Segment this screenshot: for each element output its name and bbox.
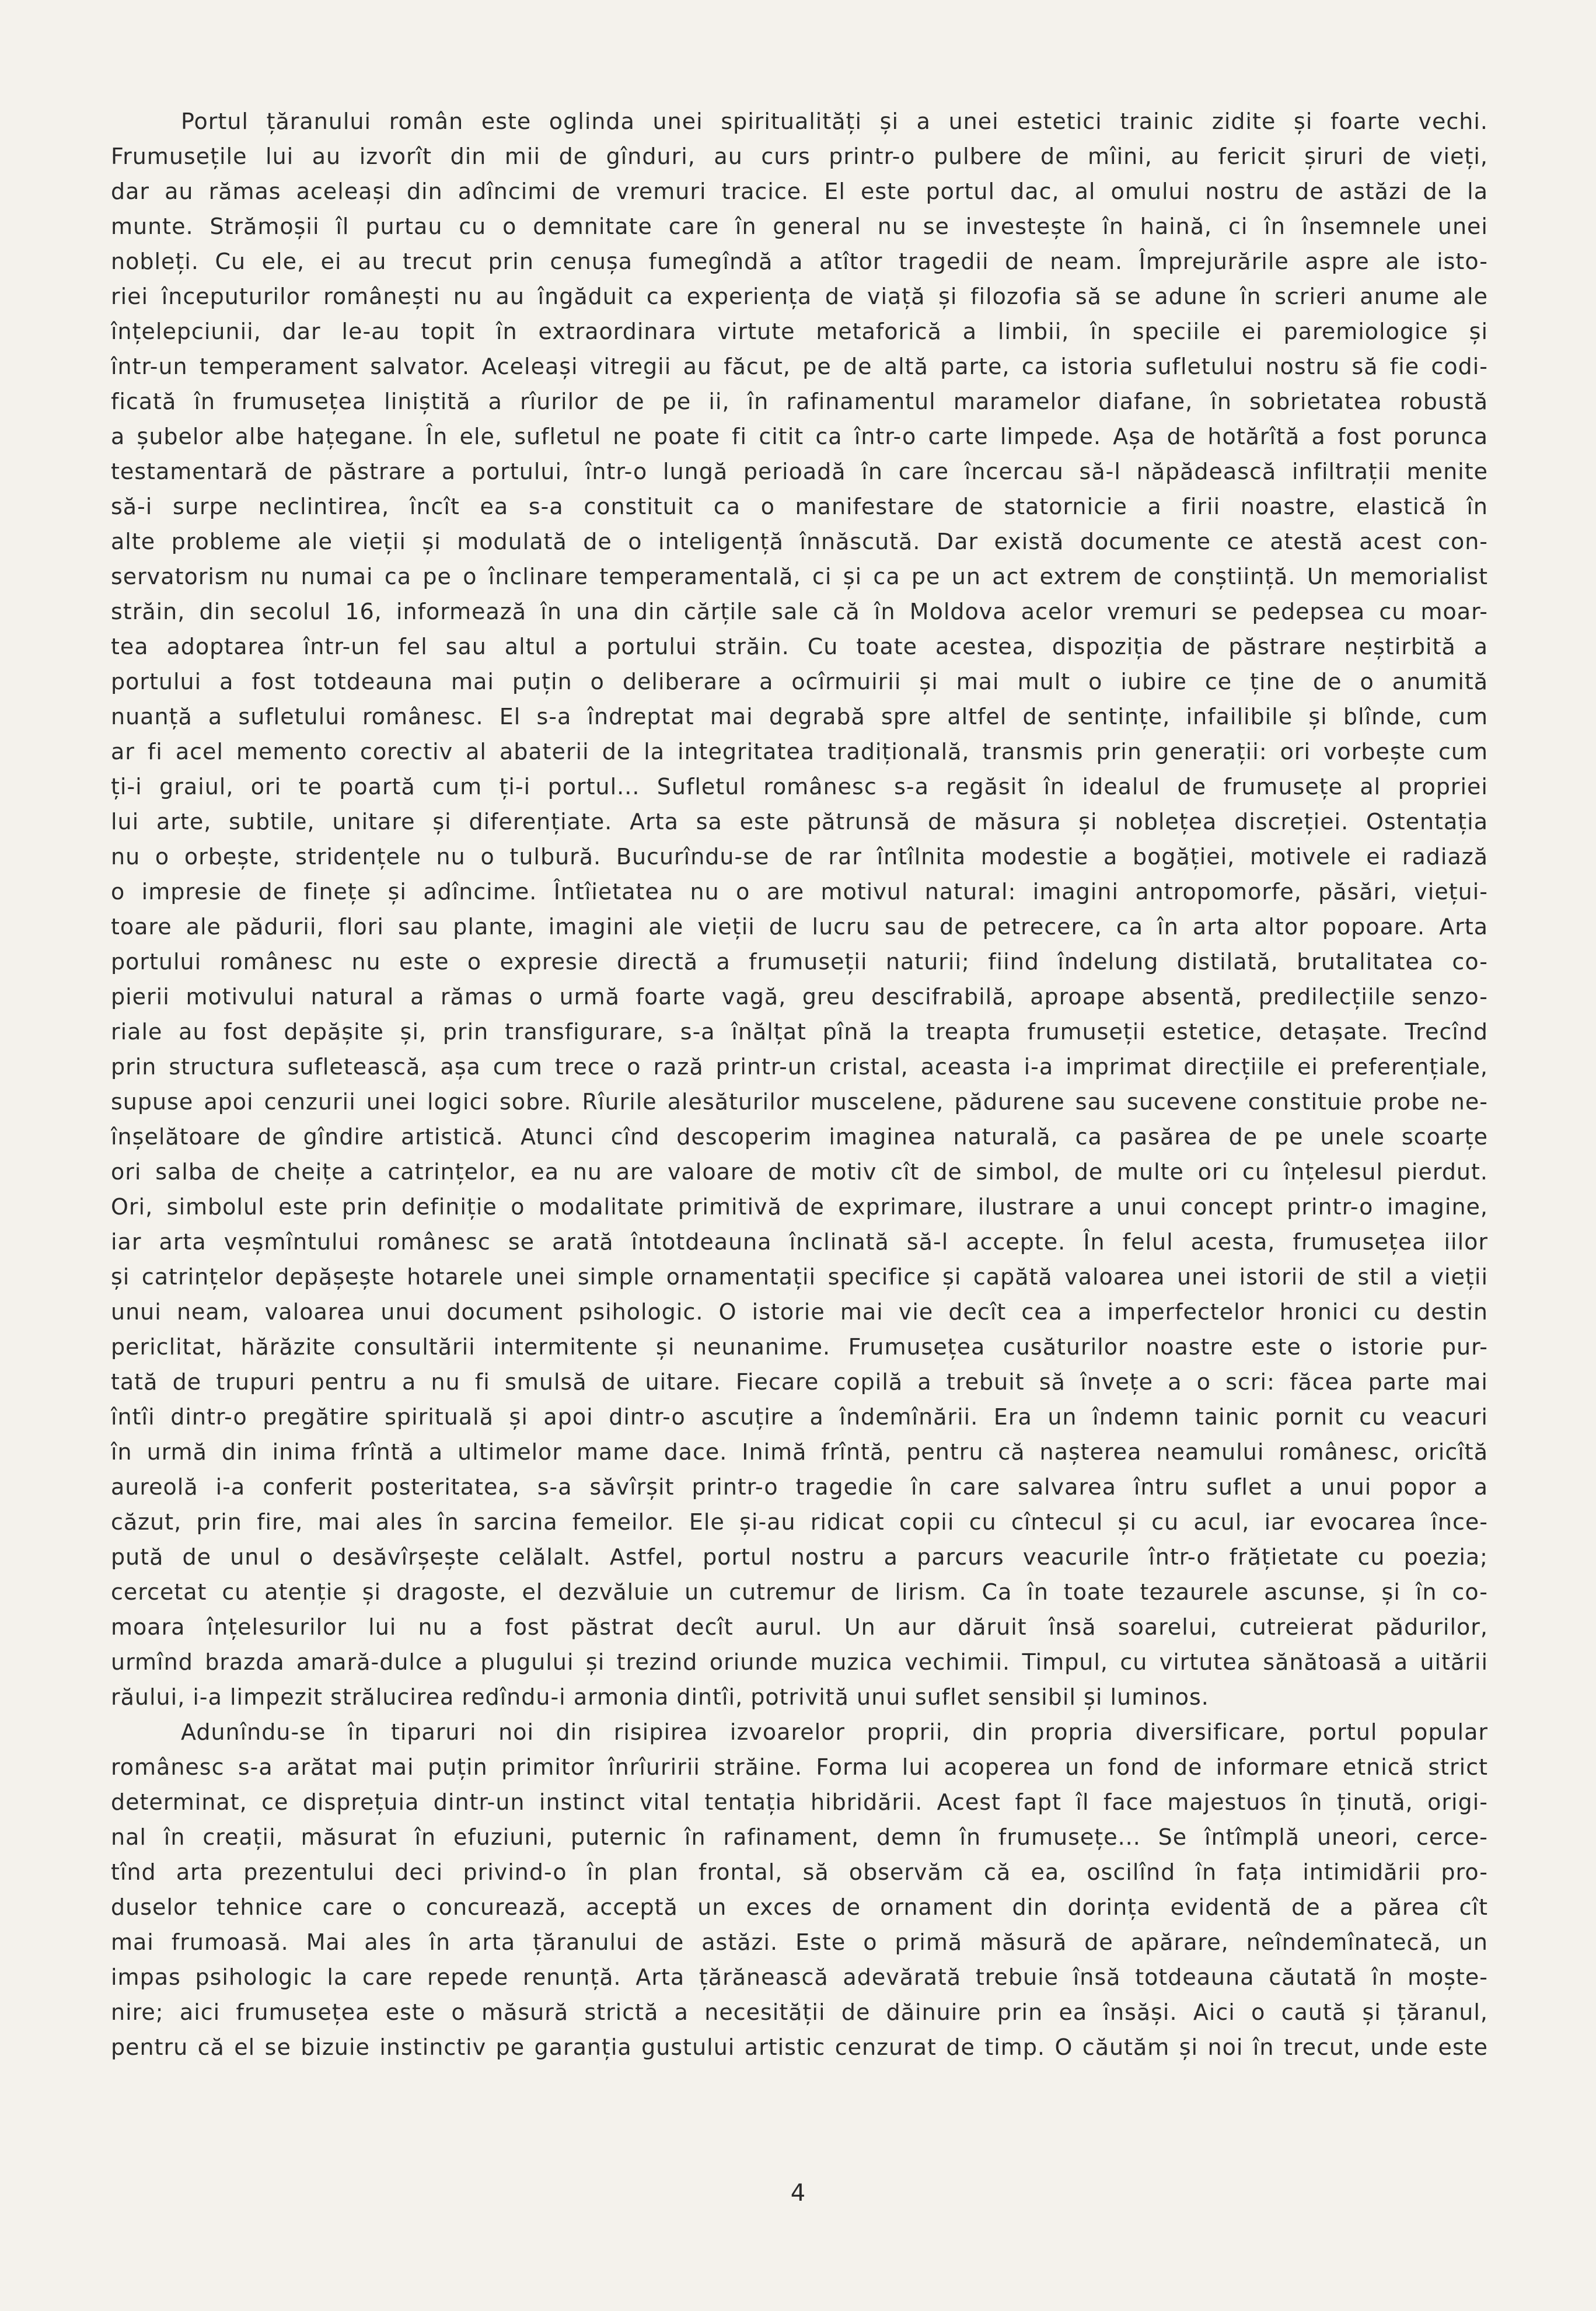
text-line: unui neam, valoarea unui document psihologic. O istorie mai vie decît cea a imperfectelor hronici cu destin [111,1299,1488,1325]
text-line: românesc s-a arătat mai puțin primitor înrîuririi străine. Forma lui acoperea un fond de informare etnică strict [111,1754,1488,1780]
text-line: înșelătoare de gîndire artistică. Atunci cînd descoperim imaginea naturală, ca pasărea de pe unele scoarțe [111,1124,1488,1150]
paragraph [111,104,1488,1715]
text-line: o impresie de finețe și adîncime. Întîietatea nu o are motivul natural: imagini antropomorfe, păsări, viețui- [111,879,1488,905]
text-line: lui arte, subtile, unitare și diferențiate. Arta sa este pătrunsă de măsura și noblețea discreției. Ostentația [111,809,1488,835]
text-line: cercetat cu atenție și dragoste, el dezvăluie un cutremur de lirism. Ca în toate tezaurele ascunse, și în co- [111,1579,1488,1605]
text-line: portului românesc nu este o expresie directă a frumuseții naturii; fiind îndelung distilată, brutalitatea co- [111,949,1488,975]
text-line: alte probleme ale vieții și modulată de o inteligență înnăscută. Dar există documente ce atestă acest con- [111,529,1488,554]
text-line: căzut, prin fire, mai ales în sarcina femeilor. Ele și-au ridicat copii cu cîntecul și cu acul, iar evocarea înce- [111,1509,1488,1535]
text-line: a șubelor albe hațegane. În ele, sufletul ne poate fi citit ca într-o carte limpede. Așa de hotărîtă a fost porunca [111,424,1488,449]
text-line: riale au fost depășite și, prin transfigurare, s-a înălțat pînă la treapta frumuseții estetice, detașate. Trecînd [111,1019,1488,1045]
text-line: riei începuturilor românești nu au îngăduit ca experiența de viață și filozofia să se adune în scrieri anume ale [111,284,1488,309]
text-line: duselor tehnice care o concurează, acceptă un exces de ornament din dorința evidentă de a părea cît [111,1894,1488,1920]
text-line: mai frumoasă. Mai ales în arta țăranului de astăzi. Este o primă măsură de apărare, neîndemînatecă, un [111,1929,1488,1955]
text-line: impas psihologic la care repede renunță. Arta țărănească adevărată trebuie însă totdeauna căutată în moște- [111,1964,1488,1990]
text-line: iar arta veșmîntului românesc se arată întotdeauna înclinată să-l accepte. În felul acesta, frumusețea iilor [111,1229,1488,1255]
text-line: tînd arta prezentului deci privind-o în plan frontal, să observăm că ea, oscilînd în fața intimidării pro- [111,1859,1488,1885]
text-line: pută de unul o desăvîrșește celălalt. Astfel, portul nostru a parcurs veacurile într-o frățietate cu poezia; [111,1544,1488,1570]
text-line: munte. Strămoșii îl purtau cu o demnitate care în general nu se investește în haină, ci în însemnele unei [111,214,1488,239]
text-line: aureolă i-a conferit posteritatea, s-a săvîrșit printr-o tragedie în care salvarea întru suflet a unui popor a [111,1474,1488,1500]
text-line: determinat, ce disprețuia dintr-un instinct vital tentația hibridării. Acest fapt îl face majestuos în ținută, origi- [111,1789,1488,1815]
page-number: 4 [790,2180,806,2207]
text-line: periclitat, hărăzite consultării intermitente și neunanime. Frumusețea cusăturilor noastre este o istorie pur- [111,1334,1488,1360]
text-line: toare ale pădurii, flori sau plante, imagini ale vieții de lucru sau de petrecere, ca în arta altor popoare. Arta [111,914,1488,940]
text-line: servatorism nu numai ca pe o înclinare temperamentală, ci și ca pe un act extrem de conștiință. Un memorialist [111,564,1488,589]
text-line: răului, i-a limpezit strălucirea redîndu-i armonia dintîi, potrivită unui suflet sensibil și luminos. [111,1684,1209,1710]
text-line: nuanță a sufletului românesc. El s-a îndreptat mai degrabă spre altfel de sentințe, infailibile și blînde, cum [111,704,1488,729]
text-line: străin, din secolul 16, informează în una din cărțile sale că în Moldova acelor vremuri se pedepsea cu moar- [111,599,1488,624]
text-line: Frumusețile lui au izvorît din mii de gînduri, au curs printr-o pulbere de mîini, au fericit șiruri de vieți, [111,144,1488,169]
text-line: ar fi acel memento corectiv al abaterii de la integritatea tradițională, transmis prin generații: ori vorbește cum [111,739,1488,764]
text-line: pierii motivului natural a rămas o urmă foarte vagă, greu descifrabilă, aproape absentă, predilecțiile senzo- [111,984,1488,1010]
text-line: dar au rămas aceleași din adîncimi de vremuri tracice. El este portul dac, al omului nostru de astăzi de la [111,179,1488,204]
text-line: într-un temperament salvator. Aceleași vitregii au făcut, pe de altă parte, ca istoria sufletului nostru să fie codi- [111,354,1488,379]
text-line: portului a fost totdeauna mai puțin o deliberare a ocîrmuirii și mai mult o iubire ce ține de o anumită [111,669,1488,694]
paragraph [111,1715,1488,2065]
text-line: nire; aici frumusețea este o măsură strictă a necesității de dăinuire prin ea însăși. Aici o caută și țăranul, [111,1999,1488,2025]
text-line: Portul țăranului român este oglinda unei spiritualități și a unei estetici trainic zidite și foarte vechi. [181,109,1488,134]
text-line: nal în creații, măsurat în efuziuni, puternic în rafinament, demn în frumusețe... Se întîmplă uneori, cerce- [111,1824,1488,1850]
text-line: tea adoptarea într-un fel sau altul a portului străin. Cu toate acestea, dispoziția de păstrare neștirbită a [111,634,1488,659]
text-line: urmînd brazda amară-dulce a plugului și trezind oriunde muzica vechimii. Timpul, cu virtutea sănătoasă a uitării [111,1649,1488,1675]
text-line: tată de trupuri pentru a nu fi smulsă de uitare. Fiecare copilă a trebuit să învețe a o scri: făcea parte mai [111,1369,1488,1395]
text-line: și catrințelor depășește hotarele unei simple ornamentații specifice și capătă valoarea unei istorii de stil a vieții [111,1264,1488,1290]
text-line: nobleți. Cu ele, ei au trecut prin cenușa fumegîndă a atîtor tragedii de neam. Împrejurările aspre ale isto- [111,249,1488,274]
text-line: moara înțelesurilor lui nu a fost păstrat decît aurul. Un aur dăruit însă soarelui, cutreierat pădurilor, [111,1614,1488,1640]
text-line: înțelepciunii, dar le-au topit în extraordinara virtute metaforică a limbii, în speciile ei paremiologice și [111,319,1488,344]
text-line: supuse apoi cenzurii unei logici sobre. Rîurile alesăturilor muscelene, pădurene sau sucevene constituie probe ne- [111,1089,1488,1115]
text-line: ori salba de cheițe a catrințelor, ea nu are valoare de motiv cît de simbol, de multe ori cu înțelesul pierdut. [111,1159,1488,1185]
body-text [111,104,1488,2065]
text-line: pentru că el se bizuie instinctiv pe garanția gustului artistic cenzurat de timp. O căutăm și noi în trecut, unde este [111,2034,1488,2060]
text-line: Ori, simbolul este prin definiție o modalitate primitivă de exprimare, ilustrare a unui concept printr-o imagine, [111,1194,1488,1220]
text-line: ți-i graiul, ori te poartă cum ți-i portul... Sufletul românesc s-a regăsit în idealul de frumusețe al propriei [111,774,1488,800]
text-line: în urmă din inima frîntă a ultimelor mame dace. Inimă frîntă, pentru că nașterea neamului românesc, oricîtă [111,1439,1488,1465]
text-line: nu o orbește, stridențele nu o tulbură. Bucurîndu-se de rar întîlnita modestie a bogăției, motivele ei radiază [111,844,1488,870]
text-line: Adunîndu-se în tiparuri noi din risipirea izvoarelor proprii, din propria diversificare, portul popular [181,1719,1488,1745]
text-line: prin structura sufletească, așa cum trece o rază printr-un cristal, aceasta i-a imprimat direcțiile ei preferențiale, [111,1054,1488,1080]
text-line: testamentară de păstrare a portului, într-o lungă perioadă în care încercau să-l năpădească infiltrații menite [111,459,1488,484]
text-line: ficată în frumusețea liniștită a rîurilor de pe ii, în rafinamentul maramelor diafane, în sobrietatea robustă [111,389,1488,414]
text-line: întîi dintr-o pregătire spirituală și apoi dintr-o ascuțire a îndemînării. Era un îndemn tainic pornit cu veacuri [111,1404,1488,1430]
text-line: să-i surpe neclintirea, încît ea s-a constituit ca o manifestare de statornicie a firii noastre, elastică în [111,494,1488,519]
